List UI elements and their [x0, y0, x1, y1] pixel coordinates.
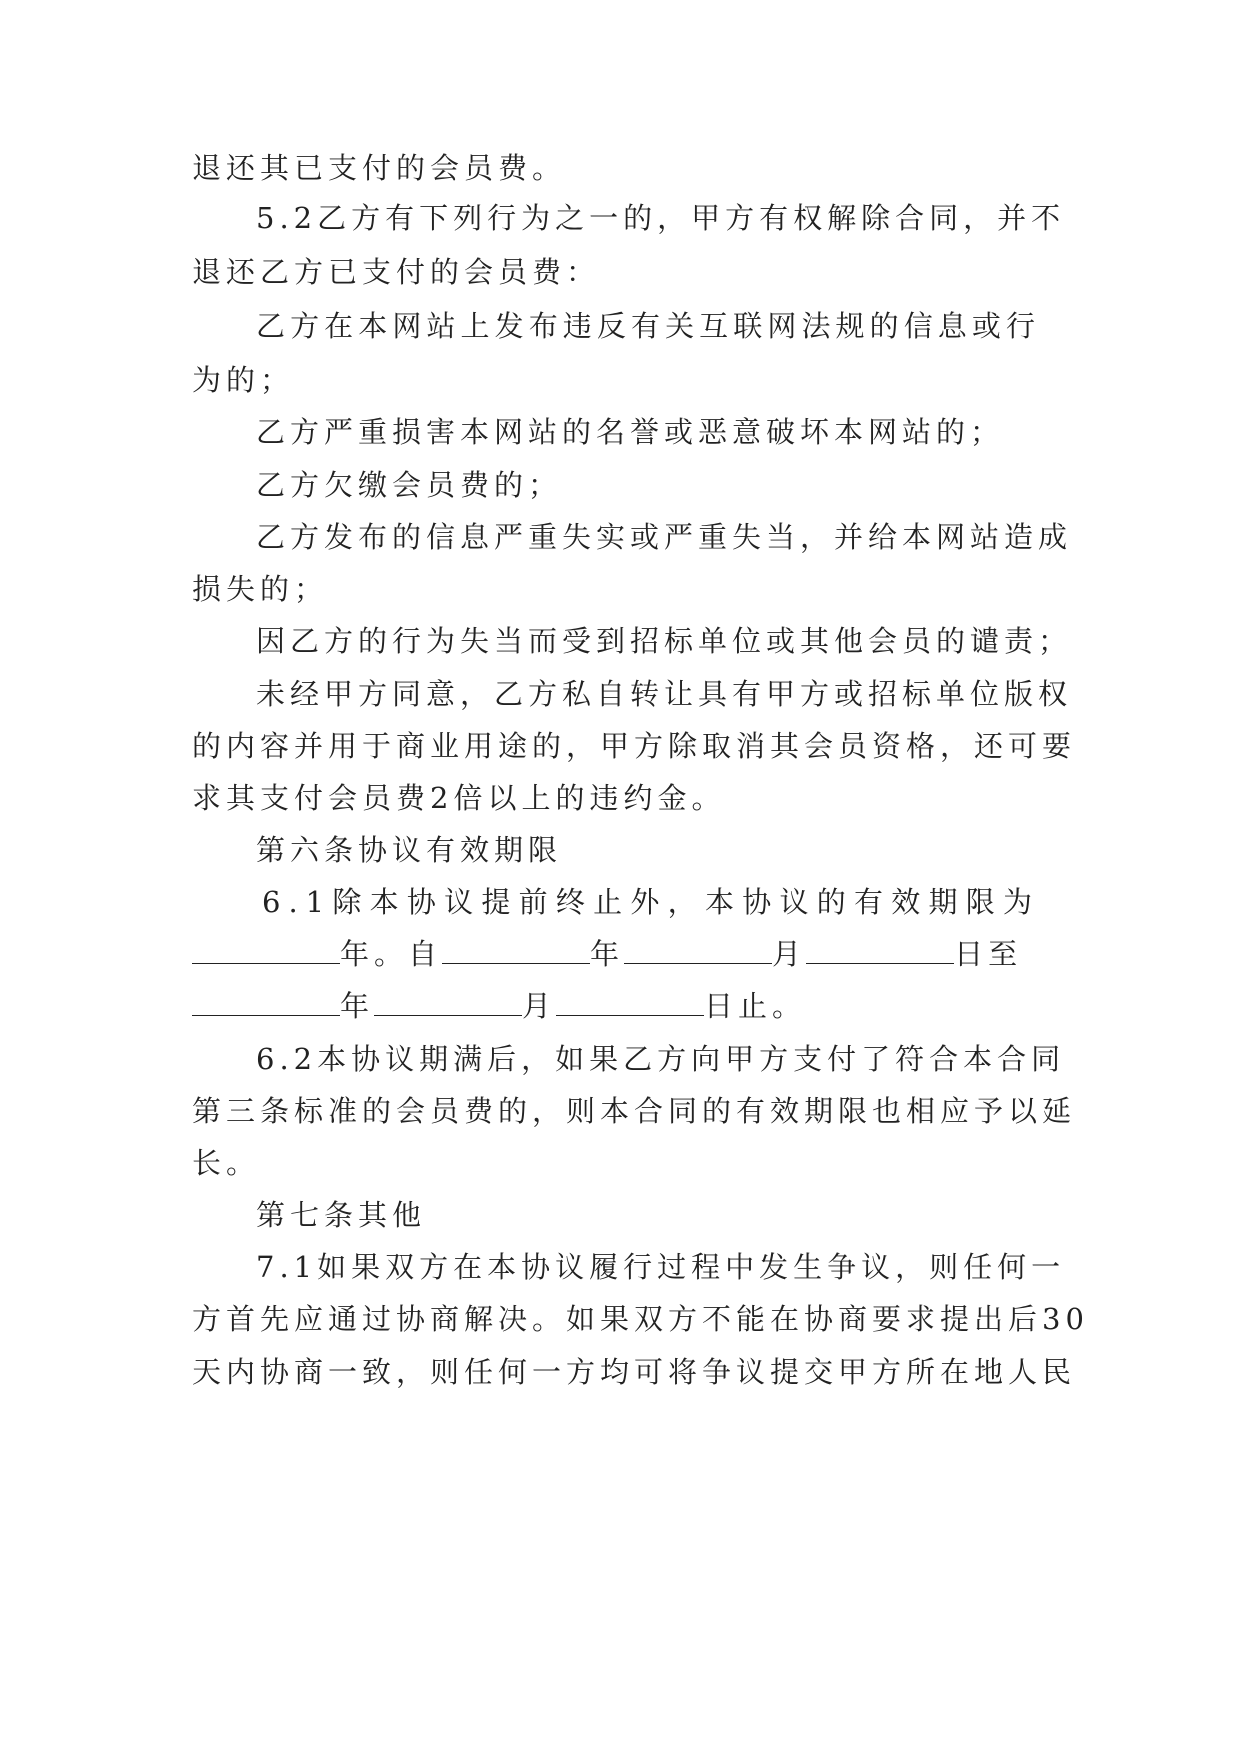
term-line-2 — [192, 988, 1052, 1024]
clause-7-1: 7.1如果双方在本协议履行过程中发生争议，则任何一 — [256, 1250, 1066, 1284]
term-text: 年 — [590, 937, 625, 971]
list-item: 乙方在本网站上发布违反有关互联网法规的信息或行 — [256, 309, 1040, 343]
list-item: 未经甲方同意，乙方私自转让具有甲方或招标单位版权 — [256, 677, 1073, 711]
section-heading-7: 第七条其他 — [256, 1198, 427, 1232]
term-text: 日止。 — [704, 989, 807, 1023]
term-text: 自 — [408, 937, 443, 971]
section-heading-6: 第六条协议有效期限 — [256, 833, 563, 867]
paragraph-line: 损失的； — [192, 572, 329, 606]
paragraph-line: 为的； — [192, 363, 295, 397]
paragraph-line: 的内容并用于商业用途的，甲方除取消其会员资格，还可要 — [192, 729, 1077, 763]
paragraph-line: 方首先应通过协商解决。如果双方不能在协商要求提出后30 — [192, 1302, 1089, 1336]
blank-field — [806, 941, 954, 964]
blank-field — [192, 941, 340, 964]
term-text: 年 — [340, 989, 375, 1023]
term-line-1 — [192, 936, 1040, 972]
term-text: 月 — [772, 937, 807, 971]
blank-field — [624, 941, 772, 964]
list-item: 乙方欠缴会员费的； — [256, 468, 563, 502]
blank-field — [442, 941, 590, 964]
paragraph-line: 退还其已支付的会员费。 — [192, 151, 567, 185]
list-item: 乙方严重损害本网站的名誉或恶意破坏本网站的； — [256, 415, 1005, 449]
blank-field — [192, 993, 340, 1016]
paragraph-line: 第三条标准的会员费的，则本合同的有效期限也相应予以延 — [192, 1094, 1077, 1128]
clause-6-1: 6.1除本协议提前终止外，本协议的有效期限为 — [262, 885, 1040, 919]
list-item: 乙方发布的信息严重失实或严重失当，并给本网站造成 — [256, 520, 1073, 554]
clause-6-2: 6.2本协议期满后，如果乙方向甲方支付了符合本合同 — [256, 1042, 1066, 1076]
term-text: 月 — [522, 989, 557, 1023]
paragraph-line: 退还乙方已支付的会员费： — [192, 255, 601, 289]
blank-field — [374, 993, 522, 1016]
list-item: 因乙方的行为失当而受到招标单位或其他会员的谴责； — [256, 624, 1073, 658]
paragraph-line: 长。 — [192, 1146, 261, 1180]
clause-5-2: 5.2乙方有下列行为之一的，甲方有权解除合同，并不 — [256, 201, 1066, 235]
term-text: 日至 — [954, 937, 1023, 971]
paragraph-line: 天内协商一致，则任何一方均可将争议提交甲方所在地人民 — [192, 1355, 1077, 1389]
term-text: 年。 — [340, 937, 409, 971]
paragraph-line: 求其支付会员费2倍以上的违约金。 — [192, 781, 726, 815]
blank-field — [556, 993, 704, 1016]
